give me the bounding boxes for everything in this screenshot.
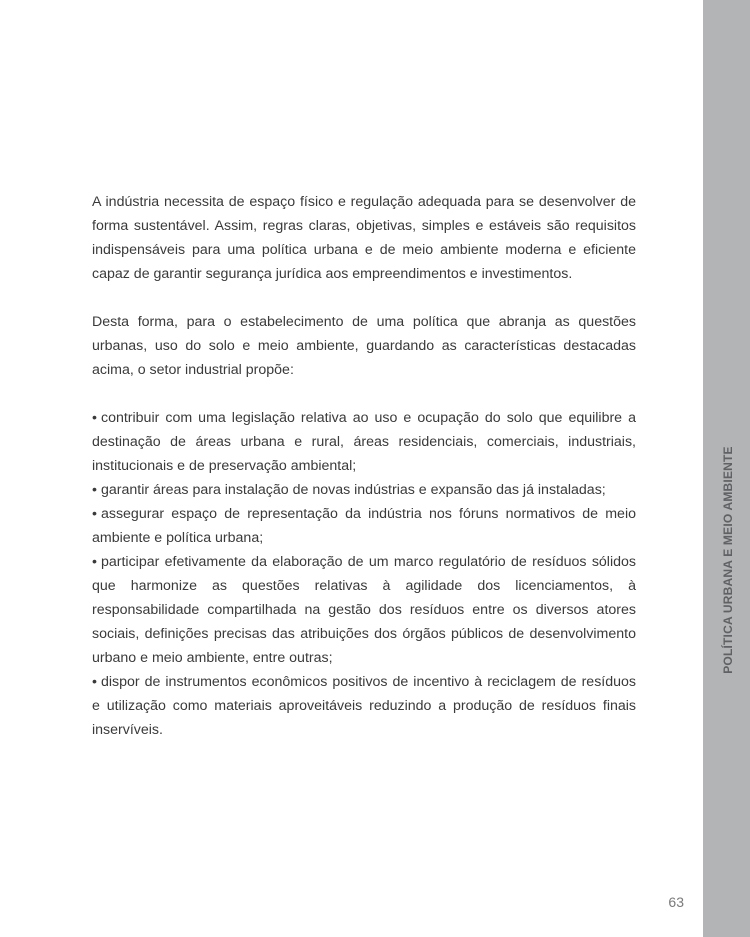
list-item: • garantir áreas para instalação de novas indústrias e expansão das já instaladas; xyxy=(92,482,606,498)
paragraph-intro: A indústria necessita de espaço físico e regulação adequada para se desenvolver de forma sustentável. Assim, regras claras, objetivas, simples e estáveis são requisitos indispensáveis para uma política urbana e de meio ambiente moderna e eficiente capaz de garantir segurança jurídica aos empreendimentos e investimentos. xyxy=(92,194,636,282)
bullet-icon: • xyxy=(92,554,97,570)
section-title: POLÍTICA URBANA E MEIO AMBIENTE xyxy=(721,446,735,674)
paragraph-proposal: Desta forma, para o estabelecimento de uma política que abranja as questões urbanas, uso do solo e meio ambiente, guardando as características destacadas acima, o setor industrial propõe: xyxy=(92,314,636,378)
list-item: • dispor de instrumentos econômicos positivos de incentivo à reciclagem de resíduos e utilização como materiais aproveitáveis reduzindo a produção de resíduos finais inservíveis. xyxy=(92,674,636,738)
page-number: 63 xyxy=(668,894,684,910)
bullet-icon: • xyxy=(92,410,97,426)
document-body xyxy=(92,190,636,742)
proposal-list xyxy=(92,406,636,742)
list-item: • contribuir com uma legislação relativa ao uso e ocupação do solo que equilibre a destinação de áreas urbana e rural, áreas residenciais, comerciais, industriais, institucionais e de preservação ambiental; xyxy=(92,410,636,474)
bullet-icon: • xyxy=(92,674,97,690)
bullet-icon: • xyxy=(92,482,97,498)
list-item: • assegurar espaço de representação da indústria nos fóruns normativos de meio ambiente e política urbana; xyxy=(92,506,636,546)
bullet-icon: • xyxy=(92,506,97,522)
list-item: • participar efetivamente da elaboração de um marco regulatório de resíduos sólidos que harmonize as questões relativas à agilidade dos licenciamentos, à responsabilidade compartilhada na gestão dos resíduos entre os diversos atores sociais, definições precisas das atribuições dos órgãos públicos de desenvolvimento urbano e meio ambiente, entre outras; xyxy=(92,554,636,666)
